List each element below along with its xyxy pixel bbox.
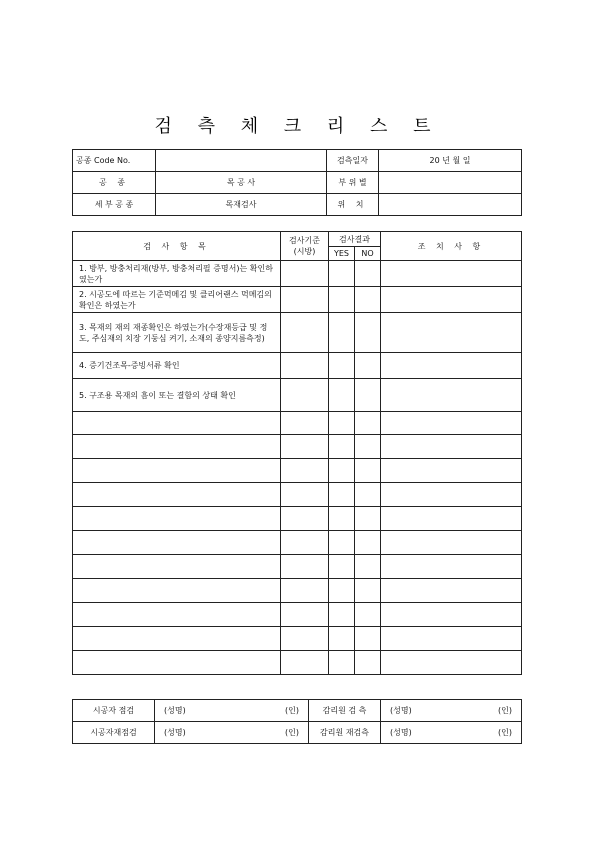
yes-cell[interactable] — [329, 555, 355, 579]
yes-cell[interactable] — [329, 579, 355, 603]
location-value[interactable] — [379, 194, 522, 216]
contractor-sign-field[interactable] — [155, 700, 309, 722]
work-value[interactable]: 목 공 사 — [156, 172, 327, 194]
checklist-item: 4. 증기건조목-증빙서류 확인 — [73, 353, 281, 379]
yes-cell[interactable] — [329, 483, 355, 507]
criteria-cell[interactable] — [281, 412, 329, 435]
criteria-cell[interactable] — [281, 651, 329, 675]
checklist-row — [73, 313, 522, 353]
criteria-cell[interactable] — [281, 555, 329, 579]
part-value[interactable] — [379, 172, 522, 194]
criteria-cell[interactable] — [281, 435, 329, 459]
action-cell[interactable] — [381, 651, 522, 675]
yes-cell[interactable] — [329, 507, 355, 531]
checklist-row — [73, 627, 522, 651]
action-cell[interactable] — [381, 507, 522, 531]
no-cell[interactable] — [355, 555, 381, 579]
criteria-cell[interactable] — [281, 531, 329, 555]
date-value[interactable]: 20 년 월 일 — [379, 150, 522, 172]
action-cell[interactable] — [381, 579, 522, 603]
action-cell[interactable] — [381, 287, 522, 313]
code-label: 공종 Code No. — [73, 150, 156, 172]
contractor-re-label: 시공자재점검 — [73, 722, 155, 744]
checklist-item — [73, 483, 281, 507]
supervisor-seal: (인) — [498, 706, 512, 715]
no-cell[interactable] — [355, 313, 381, 353]
criteria-cell[interactable] — [281, 353, 329, 379]
no-cell[interactable] — [355, 353, 381, 379]
supervisor-re-seal: (인) — [498, 728, 512, 737]
no-cell[interactable] — [355, 483, 381, 507]
contractor-re-seal: (인) — [285, 728, 299, 737]
part-label: 부 위 별 — [327, 172, 379, 194]
checklist-item: 2. 시공도에 따르는 기준먹메김 및 클리어랜스 먹메김의 확인은 하였는가 — [73, 287, 281, 313]
action-cell[interactable] — [381, 459, 522, 483]
page-title: 검 측 체 크 리 스 트 — [154, 116, 441, 137]
criteria-cell[interactable] — [281, 483, 329, 507]
checklist-item: 1. 방부, 방충처리재(방부, 방충처리필 증명서)는 확인하였는가 — [73, 261, 281, 287]
checklist-row — [73, 555, 522, 579]
header-action: 조 치 사 항 — [381, 232, 522, 261]
action-cell[interactable] — [381, 435, 522, 459]
yes-cell[interactable] — [329, 412, 355, 435]
checklist-item — [73, 651, 281, 675]
detail-label: 세 부 공 종 — [73, 194, 156, 216]
yes-cell[interactable] — [329, 313, 355, 353]
contractor-re-sign-field[interactable] — [155, 722, 309, 744]
checklist-row — [73, 459, 522, 483]
contractor-seal: (인) — [285, 706, 299, 715]
supervisor-label: 감리원 검 측 — [309, 700, 381, 722]
action-cell[interactable] — [381, 531, 522, 555]
criteria-cell[interactable] — [281, 507, 329, 531]
action-cell[interactable] — [381, 603, 522, 627]
action-cell[interactable] — [381, 313, 522, 353]
no-cell[interactable] — [355, 627, 381, 651]
checklist-item — [73, 507, 281, 531]
checklist-row — [73, 412, 522, 435]
checklist-item: 3. 목재의 재의 재종확인은 하였는가(수장재등급 및 정도, 주심재의 치장 기둥심 켜기, 소재의 종양지름측정) — [73, 313, 281, 353]
header-no: NO — [355, 247, 381, 261]
no-cell[interactable] — [355, 507, 381, 531]
no-cell[interactable] — [355, 531, 381, 555]
header-items: 검 사 항 목 — [73, 232, 281, 261]
criteria-cell[interactable] — [281, 579, 329, 603]
work-label: 공 종 — [73, 172, 156, 194]
action-cell[interactable] — [381, 379, 522, 412]
action-cell[interactable] — [381, 261, 522, 287]
yes-cell[interactable] — [329, 603, 355, 627]
criteria-cell[interactable] — [281, 261, 329, 287]
criteria-cell[interactable] — [281, 603, 329, 627]
detail-value[interactable]: 목재검사 — [156, 194, 327, 216]
no-cell[interactable] — [355, 261, 381, 287]
yes-cell[interactable] — [329, 287, 355, 313]
info-table — [72, 149, 522, 216]
yes-cell[interactable] — [329, 531, 355, 555]
checklist-row — [73, 651, 522, 675]
yes-cell[interactable] — [329, 435, 355, 459]
location-label: 위 치 — [327, 194, 379, 216]
checklist-row — [73, 579, 522, 603]
yes-cell[interactable] — [329, 459, 355, 483]
no-cell[interactable] — [355, 412, 381, 435]
yes-cell[interactable] — [329, 379, 355, 412]
signature-table — [72, 699, 522, 744]
action-cell[interactable] — [381, 555, 522, 579]
criteria-cell[interactable] — [281, 459, 329, 483]
no-cell[interactable] — [355, 287, 381, 313]
contractor-re-name: (성명) — [164, 728, 186, 737]
checklist-item — [73, 579, 281, 603]
checklist-row — [73, 261, 522, 287]
checklist-item — [73, 555, 281, 579]
action-cell[interactable] — [381, 627, 522, 651]
checklist-item — [73, 603, 281, 627]
supervisor-name: (성명) — [390, 706, 412, 715]
action-cell[interactable] — [381, 412, 522, 435]
no-cell[interactable] — [355, 435, 381, 459]
no-cell[interactable] — [355, 379, 381, 412]
supervisor-re-name: (성명) — [390, 728, 412, 737]
checklist-row — [73, 435, 522, 459]
checklist-item — [73, 412, 281, 435]
header-result: 검사결과 — [329, 232, 381, 247]
yes-cell[interactable] — [329, 261, 355, 287]
code-value[interactable] — [156, 150, 327, 172]
checklist-row — [73, 379, 522, 412]
checklist-item — [73, 459, 281, 483]
contractor-label: 시공자 점검 — [73, 700, 155, 722]
supervisor-re-sign-field[interactable] — [381, 722, 522, 744]
action-cell[interactable] — [381, 483, 522, 507]
checklist-item: 5. 구조용 목재의 흠이 또는 결함의 상태 확인 — [73, 379, 281, 412]
checklist-row — [73, 603, 522, 627]
date-label: 검측일자 — [327, 150, 379, 172]
criteria-cell[interactable] — [281, 287, 329, 313]
header-yes: YES — [329, 247, 355, 261]
no-cell[interactable] — [355, 603, 381, 627]
header-criteria: 검사기준 (시방) — [281, 232, 329, 261]
criteria-cell[interactable] — [281, 313, 329, 353]
contractor-name: (성명) — [164, 706, 186, 715]
checklist-row — [73, 531, 522, 555]
no-cell[interactable] — [355, 651, 381, 675]
yes-cell[interactable] — [329, 651, 355, 675]
checklist-item — [73, 531, 281, 555]
checklist-row — [73, 353, 522, 379]
checklist-item — [73, 627, 281, 651]
supervisor-re-label: 감리원 재검측 — [309, 722, 381, 744]
checklist-row — [73, 483, 522, 507]
no-cell[interactable] — [355, 579, 381, 603]
checklist-table — [72, 231, 522, 675]
checklist-row — [73, 287, 522, 313]
criteria-cell[interactable] — [281, 627, 329, 651]
supervisor-sign-field[interactable] — [381, 700, 522, 722]
checklist-row — [73, 507, 522, 531]
yes-cell[interactable] — [329, 627, 355, 651]
no-cell[interactable] — [355, 459, 381, 483]
criteria-cell[interactable] — [281, 379, 329, 412]
checklist-item — [73, 435, 281, 459]
action-cell[interactable] — [381, 353, 522, 379]
yes-cell[interactable] — [329, 353, 355, 379]
